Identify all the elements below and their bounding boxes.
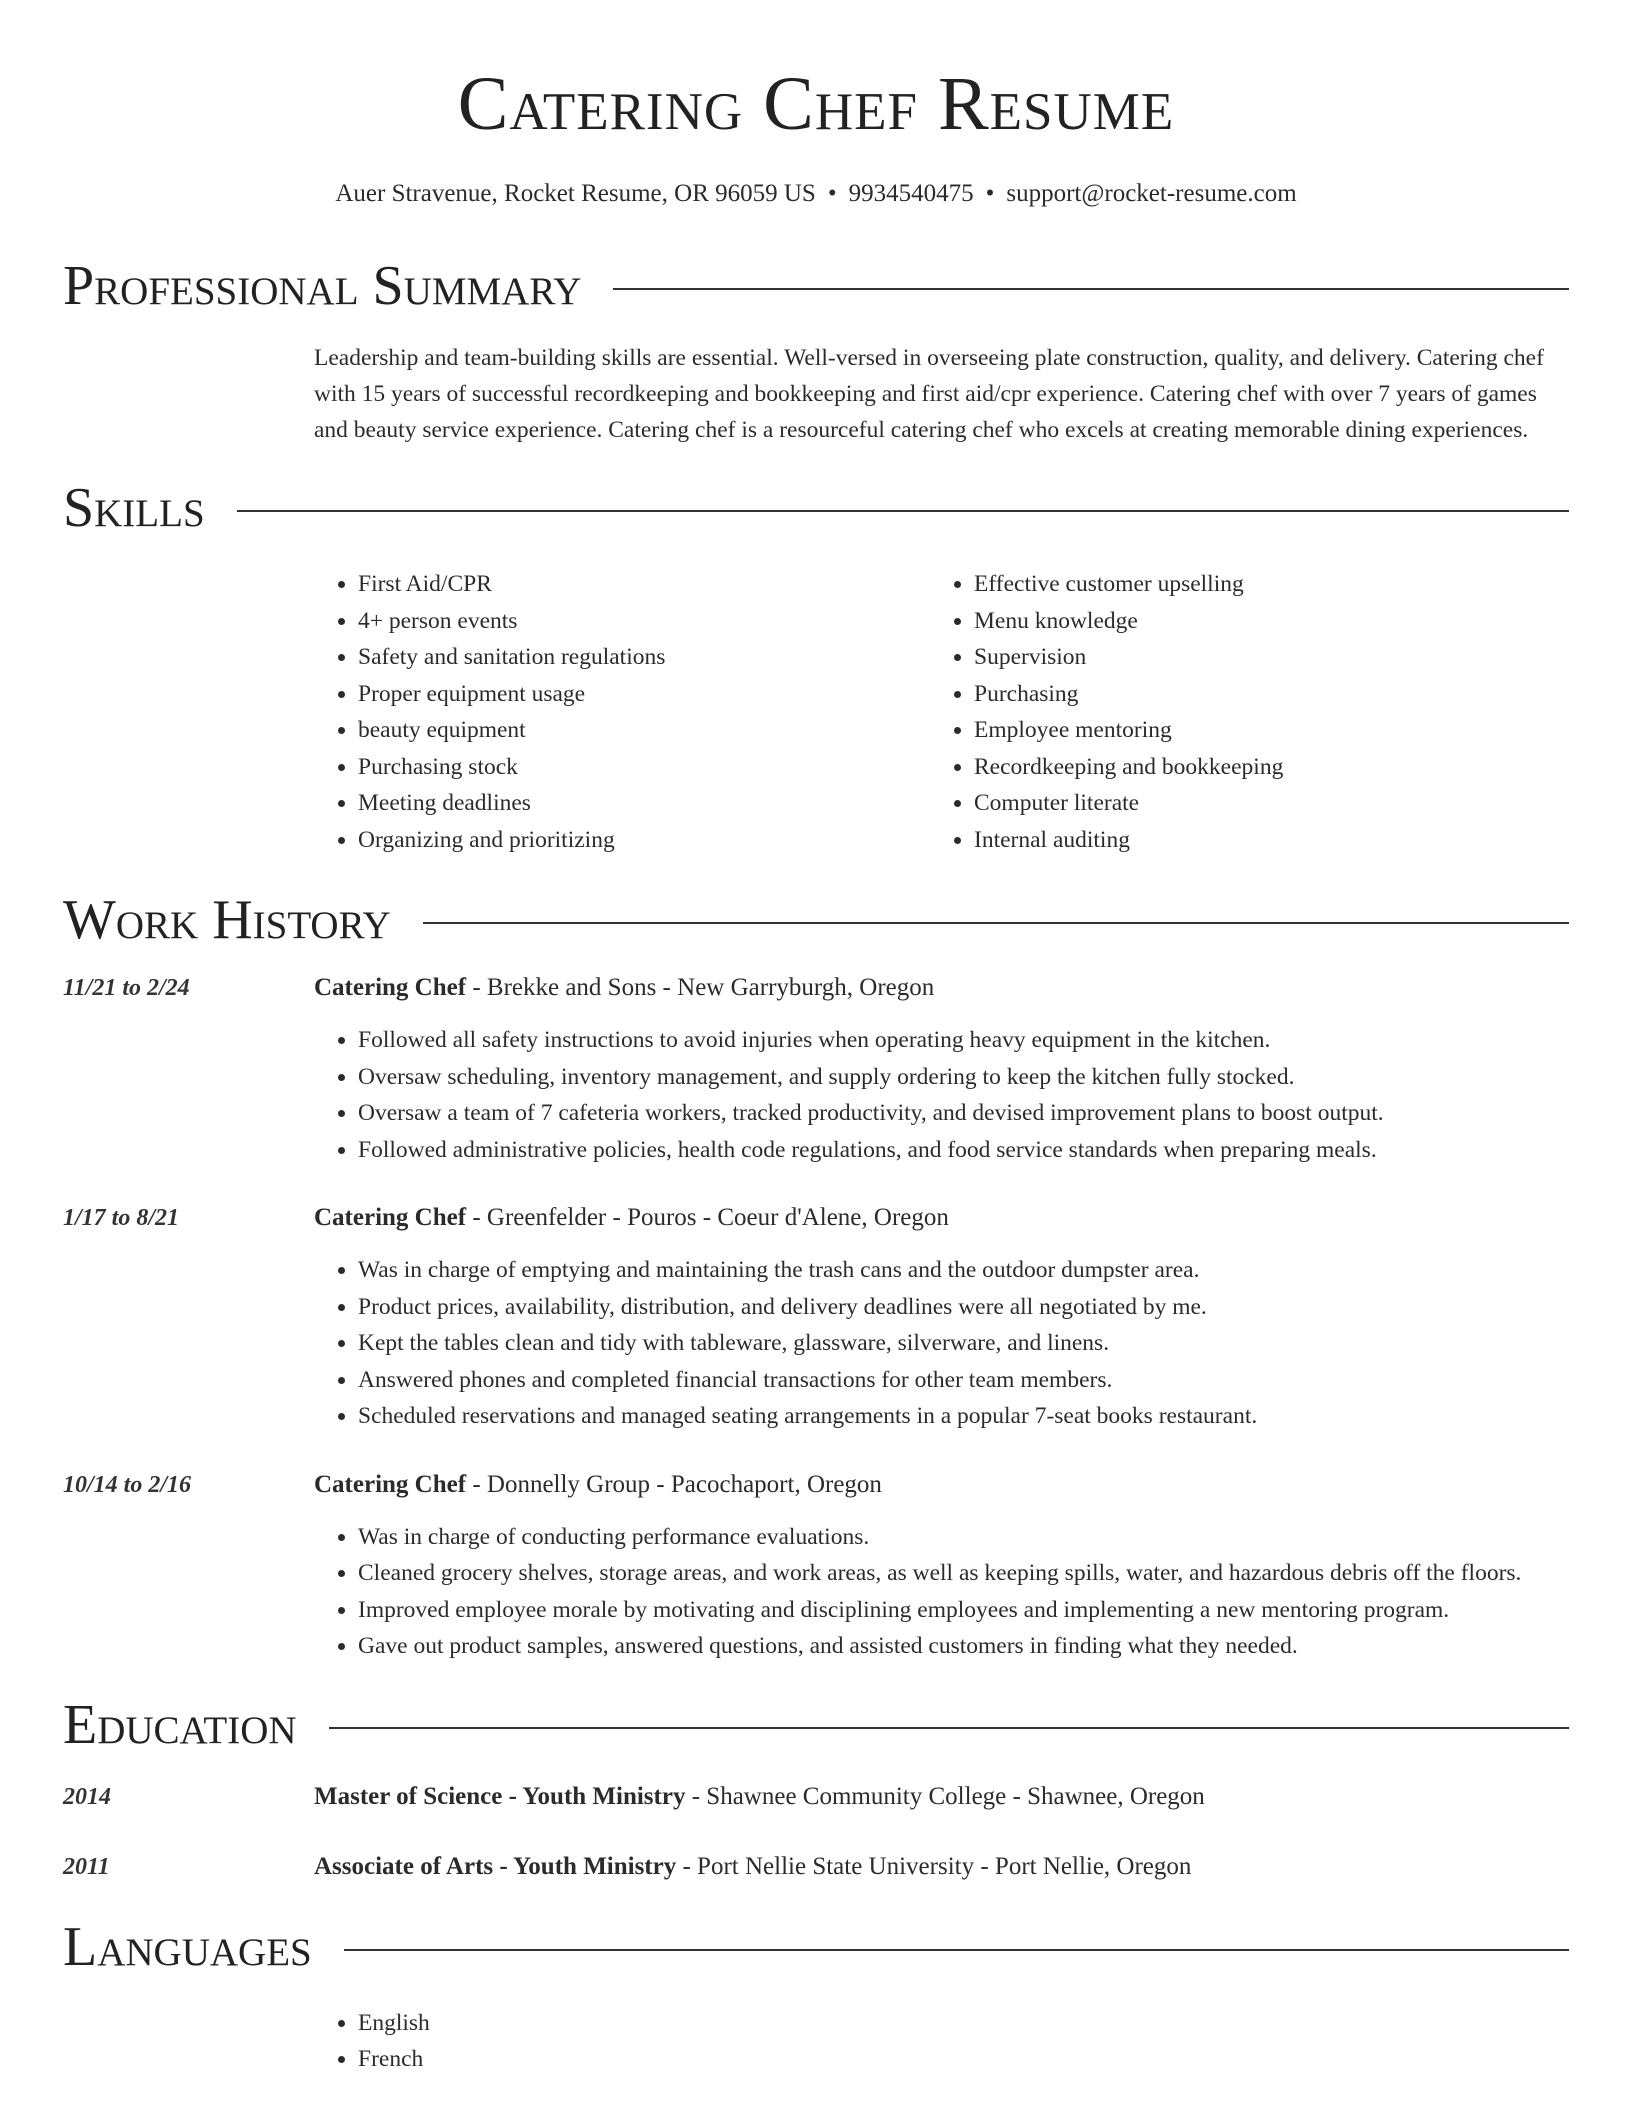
skill-item: • Internal auditing	[974, 822, 1546, 859]
job-heading	[314, 970, 1569, 1006]
skill-item: • First Aid/CPR	[358, 566, 930, 603]
skill-item: • Proper equipment usage	[358, 676, 930, 713]
job-bullet: • Oversaw a team of 7 cafeteria workers, tracked productivity, and devised improvement plans to boost output.	[358, 1095, 1569, 1132]
contact-separator: •	[985, 180, 995, 207]
job-bullets	[314, 1022, 1569, 1168]
job-title: Catering Chef	[314, 1470, 467, 1498]
section-title-education: Education	[63, 1693, 297, 1756]
skill-item: • Safety and sanitation regulations	[358, 639, 930, 676]
job-employer-location: - Greenfelder - Pouros - Coeur d'Alene, Oregon	[466, 1204, 949, 1231]
section-title-skills: Skills	[63, 477, 205, 539]
languages-list	[314, 2005, 1632, 2078]
job-bullet: • Answered phones and completed financial transactions for other team members.	[358, 1362, 1569, 1399]
skill-item: • Menu knowledge	[974, 603, 1546, 640]
summary-text: Leadership and team-building skills are essential. Well-versed in overseeing plate construction, quality, and delivery. Catering chef with 15 years of successful recordkeeping and bookkeeping and first aid/cpr experience. Catering chef with over 7 years of games and beauty service experience. Catering chef is a resourceful catering chef who excels at creating memorable dining experiences.	[314, 345, 1544, 443]
education-degree: Associate of Arts - Youth Ministry	[314, 1852, 677, 1880]
section-divider	[237, 510, 1569, 512]
skill-item: • Recordkeeping and bookkeeping	[974, 749, 1546, 786]
job-heading	[314, 1467, 1569, 1503]
skills-list-right	[930, 566, 1546, 858]
job-bullets	[314, 1519, 1569, 1665]
contact-separator: •	[827, 180, 837, 207]
education-entry	[63, 1849, 1569, 1885]
resume-title: Catering Chef Resume	[457, 62, 1175, 146]
section-title-summary: Professional Summary	[63, 255, 582, 317]
job-bullet: • Product prices, availability, distribution, and delivery deadlines were all negotiated by me.	[358, 1289, 1569, 1326]
skills-list-left	[314, 566, 930, 858]
section-header-education	[63, 1693, 1569, 1756]
job-dates: 11/21 to 2/24	[63, 975, 190, 1001]
job-heading	[314, 1200, 1569, 1236]
section-title-languages: Languages	[63, 1915, 312, 1978]
job-employer-location: - Donnelly Group - Pacochaport, Oregon	[466, 1470, 882, 1498]
job-bullet: • Followed administrative policies, health code regulations, and food service standards when preparing meals.	[358, 1132, 1569, 1169]
job-bullet: • Followed all safety instructions to avoid injuries when operating heavy equipment in the kitchen.	[358, 1022, 1569, 1059]
contact-line	[0, 180, 1632, 208]
skill-item: • Supervision	[974, 639, 1546, 676]
skill-item: • Organizing and prioritizing	[358, 822, 930, 859]
job-bullet: • Was in charge of emptying and maintaining the trash cans and the outdoor dumpster area.	[358, 1252, 1569, 1289]
section-divider	[329, 1727, 1569, 1729]
section-header-summary	[63, 255, 1569, 317]
skill-item: • Effective customer upselling	[974, 566, 1546, 603]
education-degree: Master of Science - Youth Ministry	[314, 1782, 686, 1810]
job-bullets	[314, 1252, 1569, 1435]
section-title-work: Work History	[63, 889, 391, 951]
job-body	[314, 1467, 1569, 1665]
skill-item: • Purchasing	[974, 676, 1546, 713]
section-header-work	[63, 889, 1569, 951]
job-dates: 10/14 to 2/16	[63, 1471, 192, 1498]
job-title: Catering Chef	[314, 974, 467, 1001]
education-year: 2014	[63, 1783, 111, 1810]
education-year: 2011	[63, 1853, 110, 1880]
contact-phone: 9934540475	[848, 180, 974, 207]
skills-column-left	[314, 566, 930, 858]
contact-address: Auer Stravenue, Rocket Resume, OR 96059 US	[335, 180, 816, 207]
section-divider	[613, 288, 1569, 290]
skill-item: • Meeting deadlines	[358, 785, 930, 822]
job-bullet: • Kept the tables clean and tidy with tableware, glassware, silverware, and linens.	[358, 1325, 1569, 1362]
education-school: - Port Nellie State University - Port Nellie, Oregon	[676, 1852, 1192, 1880]
job-employer-location: - Brekke and Sons - New Garryburgh, Oregon	[466, 974, 935, 1001]
job-bullet: • Improved employee morale by motivating and disciplining employees and implementing a new mentoring program.	[358, 1592, 1569, 1629]
skills-grid	[314, 566, 1569, 858]
job-body	[314, 1200, 1569, 1435]
job-dates: 1/17 to 8/21	[63, 1205, 180, 1231]
job-title: Catering Chef	[314, 1204, 467, 1231]
job-bullet: • Oversaw scheduling, inventory management, and supply ordering to keep the kitchen fully stocked.	[358, 1059, 1569, 1096]
job-bullet: • Cleaned grocery shelves, storage areas, and work areas, as well as keeping spills, water, and hazardous debris off the floors.	[358, 1555, 1569, 1592]
skill-item: • Computer literate	[974, 785, 1546, 822]
section-divider	[344, 1949, 1569, 1951]
skill-item: • beauty equipment	[358, 712, 930, 749]
job-body	[314, 970, 1569, 1168]
education-detail	[314, 1779, 1205, 1815]
section-header-skills	[63, 477, 1569, 539]
skills-column-right	[930, 566, 1546, 858]
section-divider	[423, 922, 1569, 924]
contact-email: support@rocket-resume.com	[1006, 180, 1297, 207]
job-entry	[63, 970, 1569, 1168]
education-entry	[63, 1779, 1569, 1815]
language-item: • French	[358, 2041, 1632, 2078]
job-bullet: • Scheduled reservations and managed seating arrangements in a popular 7-seat books restaurant.	[358, 1398, 1569, 1435]
job-bullet: • Was in charge of conducting performance evaluations.	[358, 1519, 1569, 1556]
skill-item: • Employee mentoring	[974, 712, 1546, 749]
skill-item: • 4+ person events	[358, 603, 930, 640]
section-header-languages	[63, 1915, 1569, 1978]
language-item: • English	[358, 2005, 1632, 2042]
job-entry	[63, 1200, 1569, 1435]
skill-item: • Purchasing stock	[358, 749, 930, 786]
job-bullet: • Gave out product samples, answered questions, and assisted customers in finding what they needed.	[358, 1628, 1569, 1665]
job-entry	[63, 1467, 1569, 1665]
education-school: - Shawnee Community College - Shawnee, Oregon	[685, 1782, 1205, 1810]
education-detail	[314, 1849, 1191, 1885]
